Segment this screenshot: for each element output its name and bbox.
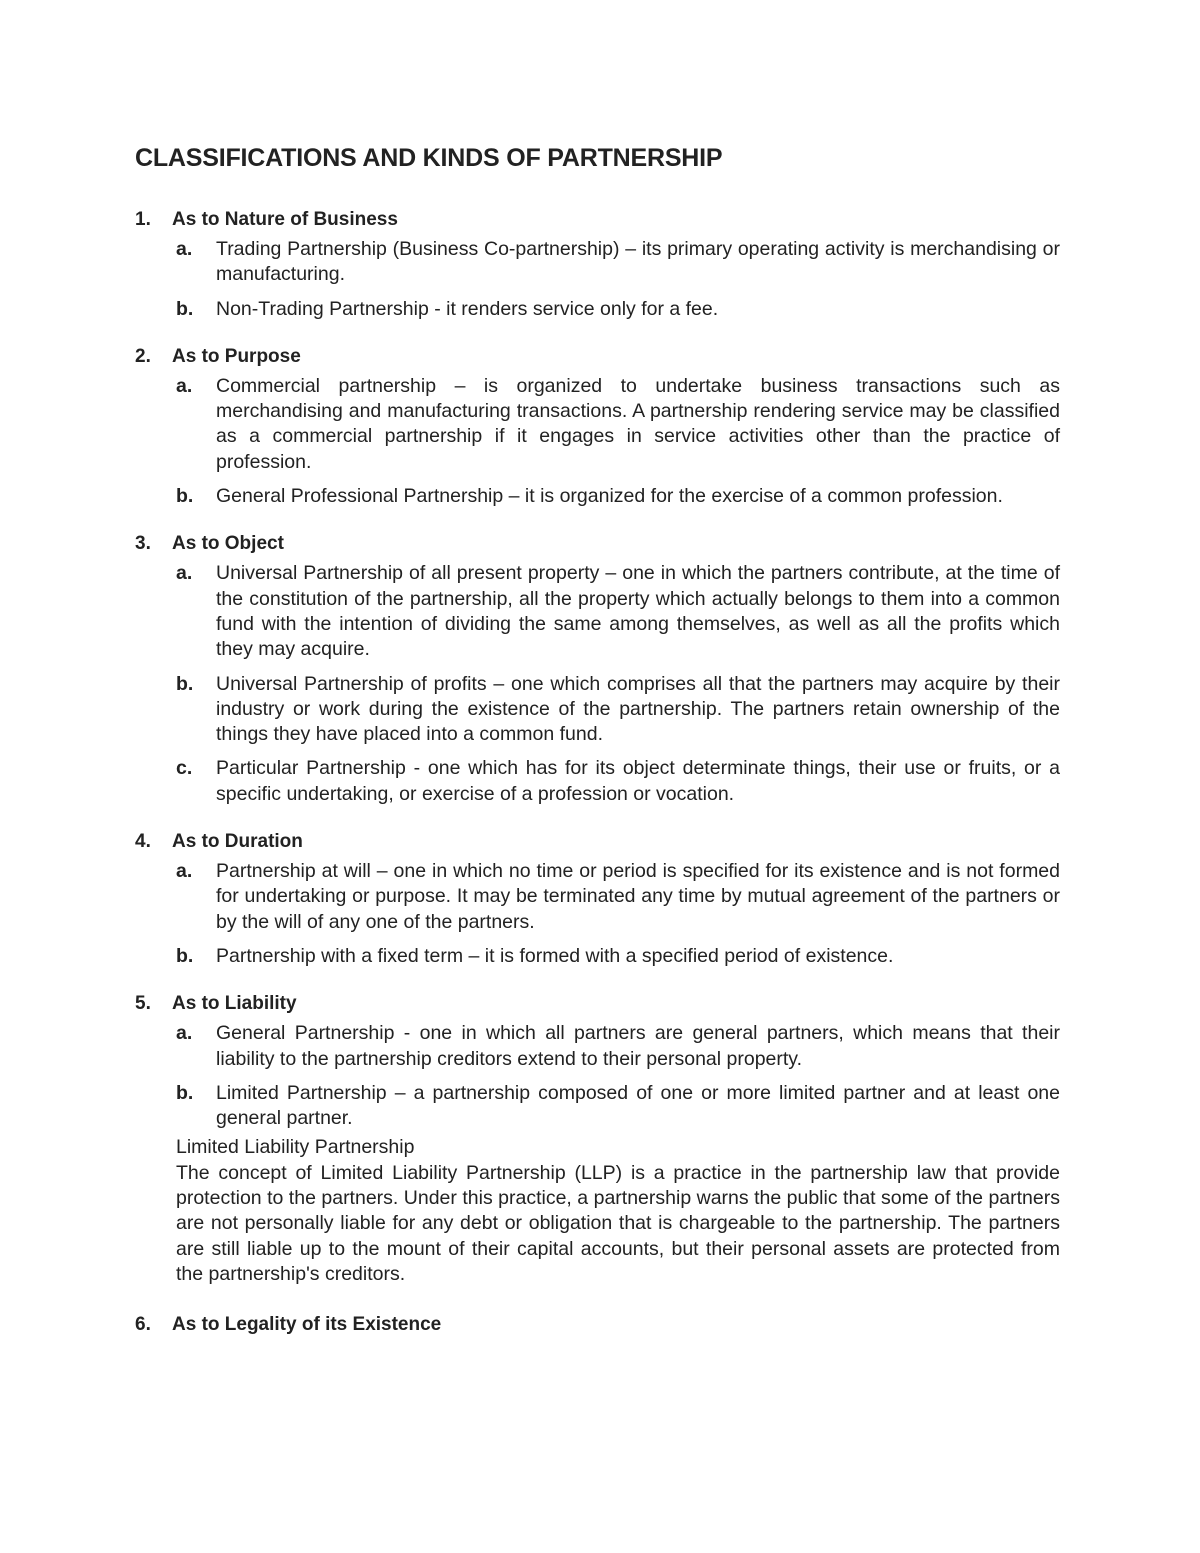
section-number: 6. (135, 1314, 151, 1336)
section-object (135, 531, 1060, 807)
item-letter: b. (176, 672, 194, 695)
section-title: As to Duration (172, 831, 303, 853)
section-number: 4. (135, 831, 151, 853)
item-list (135, 374, 1060, 509)
list-item (135, 561, 1060, 662)
list-item (135, 756, 1060, 807)
item-list (135, 561, 1060, 807)
section-heading (135, 207, 1060, 233)
list-item (135, 1021, 1060, 1072)
item-text: Universal Partnership of all present property – one in which the partners contribute, at the time of the constitution of the partnership, all the property which actually belongs to them into a common fund with the intention of dividing the same among themselves, as well as all the profits which they may acquire. (216, 562, 1060, 661)
item-list (135, 237, 1060, 322)
list-item (135, 237, 1060, 288)
document-title: CLASSIFICATIONS AND KINDS OF PARTNERSHIP (135, 144, 723, 172)
note-title: Limited Liability Partnership (176, 1136, 415, 1159)
section-heading (135, 344, 1060, 370)
item-list (135, 859, 1060, 969)
item-text: Partnership with a fixed term – it is formed with a specified period of existence. (216, 944, 894, 967)
section-heading (135, 1312, 1060, 1338)
section-number: 1. (135, 209, 151, 230)
section-heading (135, 829, 1060, 855)
list-item (135, 297, 1060, 322)
section-title: As to Object (172, 533, 284, 555)
item-letter: a. (176, 562, 193, 585)
llp-note (176, 1135, 1060, 1287)
item-text: General Partnership - one in which all partners are general partners, which means that their liability to the partnership creditors extend to their personal property. (216, 1022, 1060, 1070)
section-heading (135, 991, 1060, 1017)
list-item (135, 374, 1060, 475)
note-paragraph: The concept of Limited Liability Partnership (LLP) is a practice in the partnership law that provide protection to the partners. Under this practice, a partnership warns the public that some of the partners are not personally liable for any debt or obligation that is chargeable to the partnership. The partners are still liable up to the mount of their capital accounts, but their personal assets are protected from the partnership's creditors. (176, 1161, 1060, 1285)
item-text: Particular Partnership - one which has for its object determinate things, their use or fruits, or a specific undertaking, or exercise of a profession or vocation. (216, 757, 1060, 805)
section-title: As to Liability (172, 993, 297, 1015)
section-number: 5. (135, 993, 151, 1015)
item-letter: a. (176, 238, 193, 260)
item-text: Limited Partnership – a partnership composed of one or more limited partner and at least one general partner. (216, 1081, 1060, 1130)
section-number: 3. (135, 533, 151, 555)
section-duration (135, 829, 1060, 969)
item-letter: b. (176, 485, 194, 508)
item-list (135, 1021, 1060, 1131)
item-text: Non-Trading Partnership - it renders service only for a fee. (216, 297, 719, 320)
section-purpose (135, 344, 1060, 509)
section-title: As to Legality of its Existence (172, 1314, 442, 1336)
item-letter: a. (176, 374, 193, 397)
section-number: 2. (135, 345, 151, 367)
section-nature-of-business (135, 207, 1060, 322)
item-letter: b. (176, 297, 194, 320)
section-title: As to Nature of Business (172, 209, 398, 230)
list-item (135, 672, 1060, 748)
item-letter: b. (176, 1081, 194, 1104)
item-text: Commercial partnership – is organized to undertake business transactions such as merchandising and manufacturing transactions. A partnership rendering service may be classified as a commercial partnership if it engages in service activities other than the practice of profession. (216, 374, 1060, 473)
item-text: Partnership at will – one in which no time or period is specified for its existence and is not formed for undertaking or purpose. It may be terminated any time by mutual agreement of the partners or by the will of any one of the partners. (216, 860, 1060, 933)
item-text: Trading Partnership (Business Co-partnership) – its primary operating activity is merchandising or manufacturing. (216, 238, 1060, 286)
item-letter: a. (176, 860, 193, 883)
item-text: Universal Partnership of profits – one which comprises all that the partners may acquire by their industry or work during the existence of the partnership. The partners retain ownership of the things they have placed into a common fund. (216, 672, 1060, 746)
item-letter: a. (176, 1022, 193, 1045)
list-item (135, 859, 1060, 935)
document-page (135, 140, 1060, 1338)
section-title: As to Purpose (172, 345, 301, 367)
list-item (135, 944, 1060, 969)
list-item (135, 484, 1060, 509)
list-item (135, 1081, 1060, 1132)
item-letter: b. (176, 944, 194, 967)
section-legality (135, 1312, 1060, 1338)
section-liability (135, 991, 1060, 1287)
item-text: General Professional Partnership – it is organized for the exercise of a common profession. (216, 485, 1003, 508)
section-heading (135, 531, 1060, 557)
item-letter: c. (176, 757, 193, 780)
